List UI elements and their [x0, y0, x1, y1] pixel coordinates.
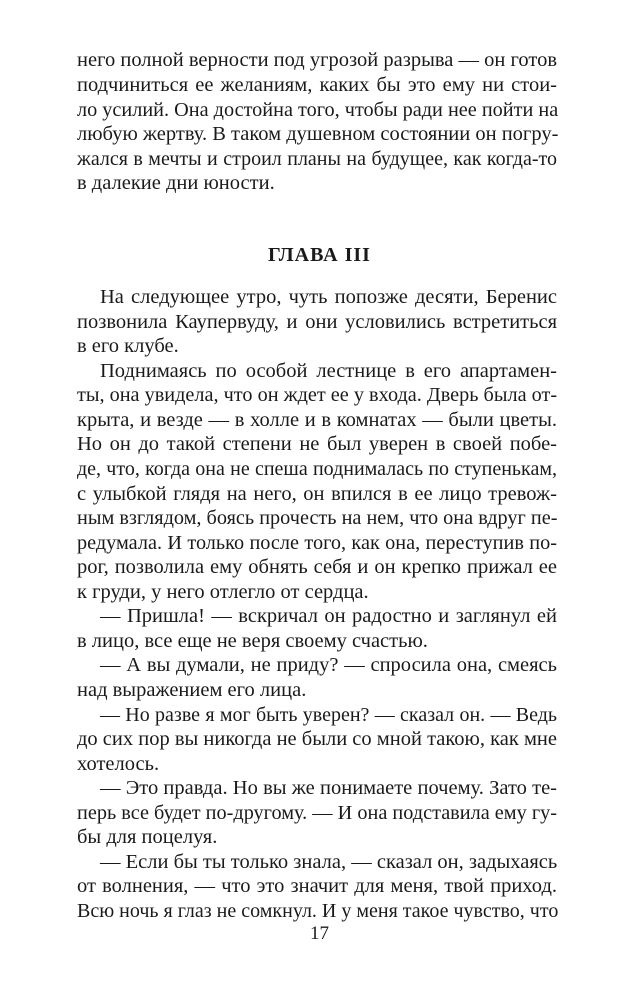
text-line: подчиниться ее желаниям, каких бы это ему ни стои- [77, 74, 557, 96]
text-line: На следующее утро, чуть попозже десяти, Беренис [100, 286, 557, 308]
text-line: в лицо, все еще не веря своему счастью. [77, 630, 428, 652]
text-line: де, что, когда она не спеша поднималась по ступенькам, [77, 458, 557, 480]
text-line: — Но разве я мог быть уверен? — сказал он. — Ведь [100, 704, 557, 726]
text-line: ным взглядом, боясь прочесть на нем, что она вдруг пе- [77, 507, 558, 529]
text-line: ло усилий. Она достойна того, чтобы ради нее пойти на [77, 99, 559, 121]
page-number: 17 [310, 923, 329, 944]
text-line: крыта, и везде — в холле и в комнатах — были цветы. [77, 409, 557, 431]
text-line: него полной верности под угрозой разрыва — он готов [77, 49, 557, 71]
text-line: в его клубе. [77, 335, 179, 357]
text-line: ты, она увидела, что он ждет ее у входа. Дверь была от- [77, 384, 558, 406]
text-line: рог, позволила ему обнять себя и он крепко прижал ее [77, 556, 557, 578]
text-line: — Если бы ты только знала, — сказал он, задыхаясь [100, 851, 558, 873]
text-line: от волнения, — что это значит для меня, твой приход. [77, 875, 557, 897]
text-line: над выражением его лица. [77, 679, 307, 701]
text-line: — Пришла! — вскричал он радостно и заглянул ей [100, 605, 557, 627]
text-line: к груди, у него отлегло от сердца. [77, 581, 369, 603]
text-line: Но он до такой степени не был уверен в своей побе- [77, 433, 557, 455]
text-line: — А вы думали, не приду? — спросила она, смеясь [100, 654, 557, 676]
text-line: в далекие дни юности. [77, 172, 275, 194]
text-line: редумала. И только после того, как она, переступив по- [77, 532, 557, 554]
text-line: хотелось. [77, 753, 160, 775]
text-line: Всю ночь я глаз не сомкнул. И у меня такое чувство, что [77, 900, 559, 922]
text-line: бы для поцелуя. [77, 826, 218, 848]
text-line: — Это правда. Но вы же понимаете почему. Зато те- [100, 777, 557, 799]
text-line: с улыбкой глядя на него, он впился в ее лицо тревож- [77, 483, 557, 505]
text-line: жался в мечты и строил планы на будущее, как когда-то [77, 148, 557, 170]
text-line: любую жертву. В таком душевном состоянии он погру- [77, 123, 559, 145]
text-line: до сих пор вы никогда не были со мной такою, как мне [77, 728, 557, 750]
text-line: позвонила Каупервуду, и они условились встретиться [77, 311, 557, 333]
chapter-title: ГЛАВА III [268, 244, 371, 266]
text-line: Поднимаясь по особой лестнице в его апартамен- [100, 360, 557, 382]
text-line: перь все будет по-другому. — И она подставила ему гу- [77, 802, 557, 824]
